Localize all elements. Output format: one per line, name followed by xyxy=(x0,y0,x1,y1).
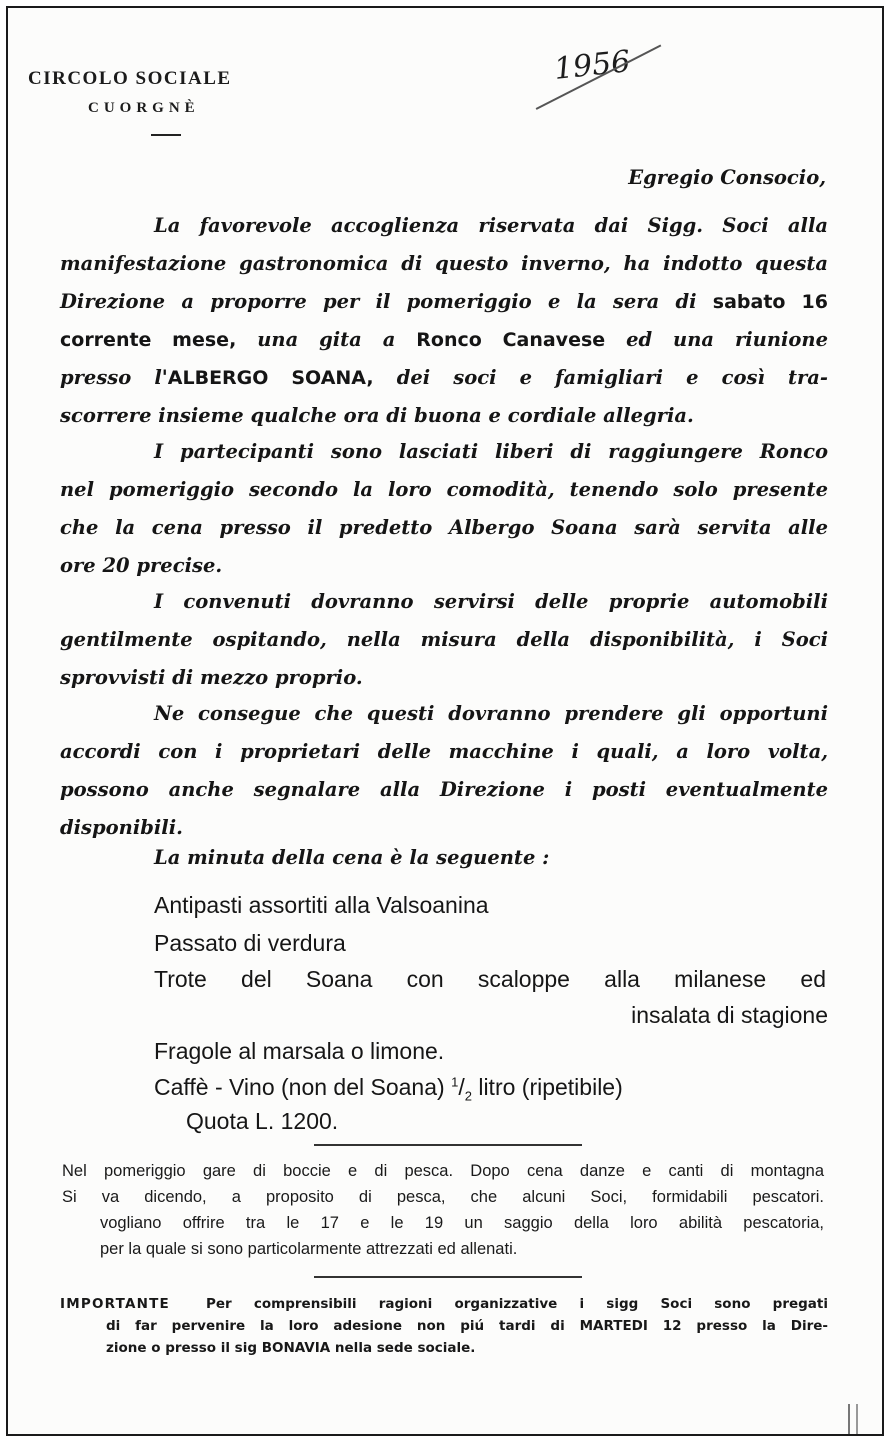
edge-mark xyxy=(848,1404,850,1434)
letter-text: I partecipanti sono lasciati liberi di raggiungere Ronco xyxy=(154,440,828,463)
menu-item: Trote del Soana con scaloppe alla milanese ed xyxy=(154,966,826,992)
menu-item: Passato di verdura xyxy=(154,930,346,956)
letter-text: dei soci e famigliari e così tra- xyxy=(373,366,828,389)
letter-text: sprovvisti di mezzo proprio. xyxy=(60,666,363,689)
letter-line xyxy=(60,778,828,801)
letter-text: ed una riunione xyxy=(605,328,828,351)
note-line: vogliano offrire tra le 17 e le 19 un saggio della loro abilità pescatoria, xyxy=(100,1214,824,1232)
letter-text: scorrere insieme qualche ora di buona e cordiale allegria. xyxy=(60,404,694,427)
letter-text: Ne consegue che questi dovranno prendere gli opportuni xyxy=(154,702,828,725)
fraction-denominator: 2 xyxy=(464,1088,472,1104)
letter-line xyxy=(60,516,828,539)
letter-line xyxy=(60,366,828,389)
letter-emphasis: sabato 16 xyxy=(712,291,828,313)
letter-line xyxy=(60,404,828,427)
org-city: CUORGNÈ xyxy=(88,100,200,116)
letter-text: accordi con i proprietari delle macchine i quali, a loro volta, xyxy=(60,740,828,763)
letter-line xyxy=(154,440,828,463)
edge-mark xyxy=(856,1404,858,1434)
letter-emphasis: corrente mese, xyxy=(60,329,237,351)
letter-emphasis: Ronco Canavese xyxy=(416,329,606,351)
letter-text: che la cena presso il predetto Albergo Soana sarà servita alle xyxy=(60,516,828,539)
note-line: per la quale si sono particolarmente attrezzati ed allenati. xyxy=(100,1240,518,1258)
divider xyxy=(314,1144,582,1146)
letter-line xyxy=(60,740,828,763)
letter-line xyxy=(60,816,828,839)
letter-text: nel pomeriggio secondo la loro comodità, tenendo solo presente xyxy=(60,478,828,501)
letter-text: Direzione a proporre per il pomeriggio e la sera di xyxy=(60,290,713,313)
important-line: di far pervenire la loro adesione non piú tardi di MARTEDI 12 presso la Dire- xyxy=(106,1318,828,1334)
letter-line xyxy=(60,328,828,351)
menu-item-continuation: insalata di stagione xyxy=(631,1002,828,1028)
letter-emphasis: ALBERGO SOANA, xyxy=(167,367,374,389)
letter-text: disponibili. xyxy=(60,816,183,839)
letter-line xyxy=(154,590,828,613)
fraction-numerator: 1 xyxy=(451,1074,459,1090)
letter-text: gentilmente ospitando, nella misura della disponibilità, i Soci xyxy=(60,628,828,651)
menu-item: Fragole al marsala o limone. xyxy=(154,1038,445,1064)
letter-line xyxy=(60,252,828,275)
letter-line xyxy=(60,628,828,651)
heading-divider xyxy=(151,134,181,136)
org-name: CIRCOLO SOCIALE xyxy=(28,68,232,89)
handwritten-year: 1956 xyxy=(552,44,632,87)
price: Quota L. 1200. xyxy=(186,1108,339,1134)
letter-text: una gita a xyxy=(236,328,417,351)
menu-intro: La minuta della cena è la seguente : xyxy=(154,846,550,869)
divider xyxy=(314,1276,582,1278)
menu-item-text: Caffè - Vino (non del Soana) xyxy=(154,1074,452,1100)
note-line: Nel pomeriggio gare di boccie e di pesca. Dopo cena danze e canti di montagna xyxy=(62,1162,824,1180)
letter-text: ore 20 precise. xyxy=(60,554,223,577)
letter-line xyxy=(60,290,828,313)
letter-line xyxy=(154,214,828,237)
letter-line xyxy=(154,702,828,725)
letter-text: I convenuti dovranno servirsi delle proprie automobili xyxy=(154,590,828,613)
letter-text: La favorevole accoglienza riservata dai Sigg. Soci alla xyxy=(154,214,828,237)
note-line: Si va dicendo, a proposito di pesca, che alcuni Soci, formidabili pescatori. xyxy=(62,1188,824,1206)
menu-item: Antipasti assortiti alla Valsoanina xyxy=(154,892,489,918)
letter-text: manifestazione gastronomica di questo inverno, ha indotto questa xyxy=(60,252,828,275)
menu-item-text: litro (ripetibile) xyxy=(471,1074,623,1100)
letter-line xyxy=(60,554,828,577)
important-label: IMPORTANTE xyxy=(60,1296,170,1312)
letter-line xyxy=(60,478,828,501)
letter-text: presso l' xyxy=(60,366,168,389)
letter-text: possono anche segnalare alla Direzione i posti eventualmente xyxy=(60,778,828,801)
menu-item: Caffè - Vino (non del Soana) $^1/_2$ litro (ripetibile) xyxy=(154,1074,623,1104)
salutation: Egregio Consocio, xyxy=(628,166,826,189)
important-line: Per comprensibili ragioni organizzative i sigg Soci sono pregati xyxy=(206,1296,828,1312)
letter-line xyxy=(60,666,828,689)
important-line: zione o presso il sig BONAVIA nella sede sociale. xyxy=(106,1340,476,1356)
letter-page xyxy=(6,6,884,1436)
